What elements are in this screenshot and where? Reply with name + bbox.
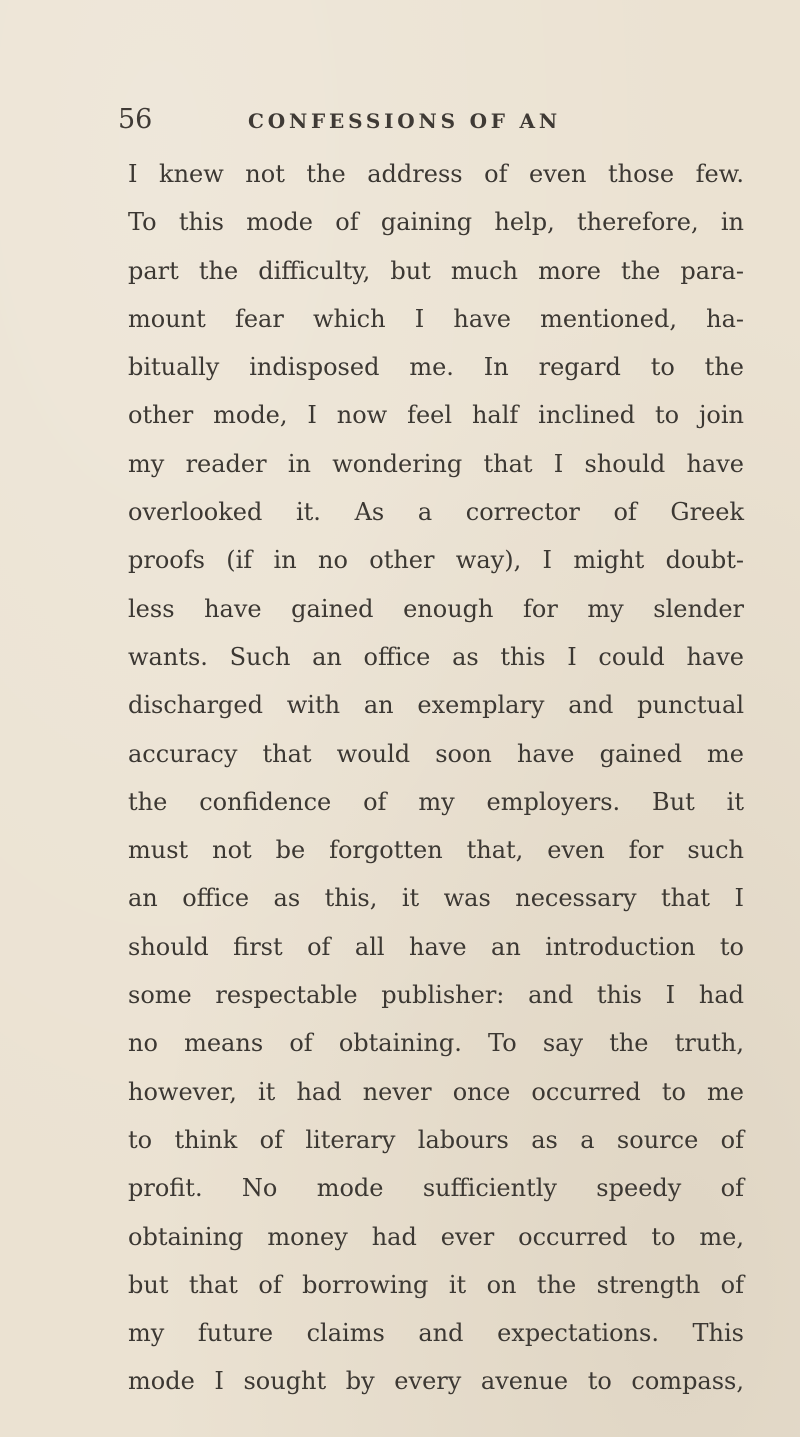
text-line: my reader in wondering that I should have [128, 449, 744, 478]
text-line: but that of borrowing it on the strength of [128, 1270, 744, 1299]
page-header [118, 100, 718, 140]
body-text [128, 150, 744, 1406]
text-line: the confidence of my employers. But it [128, 787, 744, 816]
text-line: bitually indisposed me. In regard to the [128, 353, 744, 382]
text-line: accuracy that would soon have gained me [128, 739, 744, 768]
text-line: part the difficulty, but much more the para- [128, 256, 744, 285]
text-line: mount fear which I have mentioned, ha- [128, 304, 744, 333]
text-line: discharged with an exemplary and punctual [128, 691, 744, 720]
text-line: wants. Such an office as this I could have [128, 642, 744, 671]
running-head: CONFESSIONS OF AN [248, 109, 561, 133]
text-line: To this mode of gaining help, therefore, in [128, 208, 744, 237]
text-line: proofs (if in no other way), I might doubt- [128, 546, 744, 575]
text-line: my future claims and expectations. This [128, 1319, 744, 1348]
text-line: less have gained enough for my slender [128, 594, 744, 623]
text-line: I knew not the address of even those few. [128, 160, 744, 188]
text-line: mode I sought by every avenue to compass, [128, 1367, 744, 1396]
text-line: overlooked it. As a corrector of Greek [128, 498, 744, 527]
text-line: obtaining money had ever occurred to me, [128, 1222, 744, 1251]
text-line: an office as this, it was necessary that I [128, 884, 744, 913]
text-line: profit. No mode sufficiently speedy of [128, 1174, 744, 1203]
text-line: no means of obtaining. To say the truth, [128, 1029, 744, 1058]
text-line: other mode, I now feel half inclined to join [128, 401, 744, 430]
text-line: should first of all have an introduction to [128, 932, 744, 961]
text-line: some respectable publisher: and this I had [128, 981, 744, 1010]
text-line: to think of literary labours as a source of [128, 1125, 744, 1154]
text-line: however, it had never once occurred to me [128, 1077, 744, 1106]
page-number: 56 [118, 104, 153, 135]
text-line: must not be forgotten that, even for such [128, 836, 744, 865]
